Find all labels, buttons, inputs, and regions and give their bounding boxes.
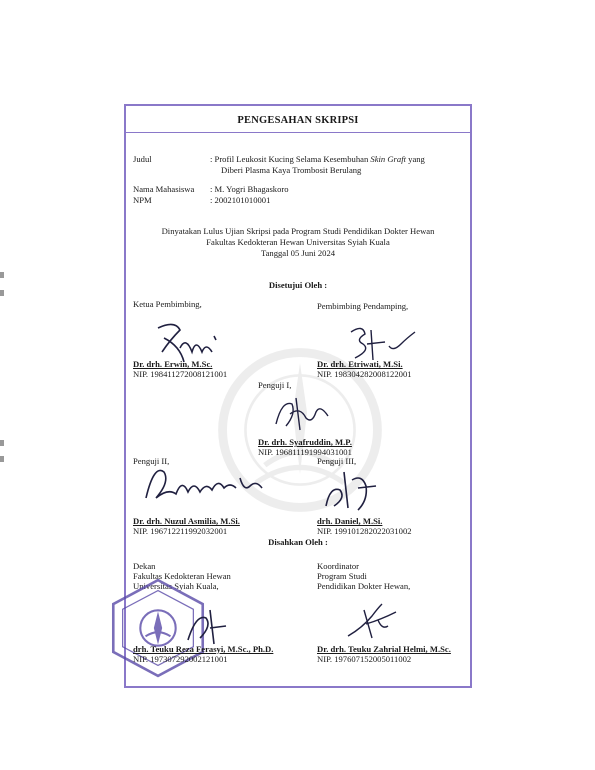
judul-value-line1 — [210, 154, 425, 164]
npm-value: : 2002101010001 — [210, 195, 271, 205]
disahkan-heading: Disahkan Oleh : — [268, 537, 328, 547]
dekan-role-2: Fakultas Kedokteran Hewan — [133, 571, 231, 581]
dekan-role-1: Dekan — [133, 561, 156, 571]
koordinator-role-2: Program Studi — [317, 571, 367, 581]
dekan-role-3: Universitas Syiah Kuala, — [133, 581, 219, 591]
nama-label: Nama Mahasiswa — [133, 184, 195, 194]
koordinator-name: Dr. drh. Teuku Zahrial Helmi, M.Sc. — [317, 644, 451, 654]
koordinator-nip: NIP. 197607152005011002 — [317, 654, 412, 664]
judul-text-b: yang — [408, 154, 425, 164]
pendamping-nip: NIP. 198304282008122001 — [317, 369, 412, 379]
disetujui-heading: Disetujui Oleh : — [268, 280, 328, 290]
ketua-role: Ketua Pembimbing, — [133, 299, 202, 309]
judul-value-line2: Diberi Plasma Kaya Trombosit Berulang — [221, 165, 362, 175]
penguji2-name: Dr. drh. Nuzul Asmilia, M.Si. — [133, 516, 240, 526]
pendamping-role: Pembimbing Pendamping, — [317, 301, 409, 311]
penguji2-nip: NIP. 196712211992032001 — [133, 526, 228, 536]
statement-line-2: Fakultas Kedokteran Hewan Universitas Syiah Kuala — [206, 237, 390, 247]
dekan-signature-icon — [180, 604, 230, 648]
npm-label: NPM — [133, 195, 152, 205]
penguji1-nip: NIP. 196811191994031001 — [258, 447, 352, 457]
penguji3-signature-icon — [318, 466, 382, 514]
penguji1-signature-icon — [266, 394, 336, 434]
scan-mark — [0, 456, 4, 462]
statement-line-1: Dinyatakan Lulus Ujian Skripsi pada Program Studi Pendidikan Dokter Hewan — [161, 226, 435, 236]
penguji3-name: drh. Daniel, M.Si. — [317, 516, 383, 526]
koordinator-role-1: Koordinator — [317, 561, 360, 571]
judul-text-a: : Profil Leukosit Kucing Selama Kesembuhan — [210, 154, 369, 164]
penguji3-nip: NIP. 199101282022031002 — [317, 526, 412, 536]
penguji2-role: Penguji II, — [133, 456, 170, 466]
scan-mark — [0, 440, 4, 446]
pendamping-name: Dr. drh. Etriwati, M.Si. — [317, 359, 403, 369]
statement-line-3: Tanggal 05 Juni 2024 — [260, 248, 336, 258]
nama-value: : M. Yogri Bhagaskoro — [210, 184, 289, 194]
koordinator-role-3: Pendidikan Dokter Hewan, — [317, 581, 411, 591]
judul-label: Judul — [133, 154, 152, 164]
penguji3-role: Penguji III, — [317, 456, 357, 466]
judul-text-italic: Skin Graft — [370, 154, 406, 164]
penguji2-signature-icon — [140, 458, 270, 510]
ketua-nip: NIP. 198411272008121001 — [133, 369, 228, 379]
ketua-name: Dr. drh. Erwin, M.Sc. — [133, 359, 213, 369]
title-divider — [124, 132, 472, 133]
page-title: PENGESAHAN SKRIPSI — [237, 115, 359, 126]
penguji1-role: Penguji I, — [258, 380, 292, 390]
penguji1-name: Dr. drh. Syafruddin, M.P. — [258, 437, 352, 447]
statement-block — [124, 226, 472, 259]
dekan-nip: NIP. 197307292002121001 — [133, 654, 228, 664]
scan-mark — [0, 290, 4, 296]
koordinator-signature-icon — [342, 598, 402, 642]
scan-mark — [0, 272, 4, 278]
dekan-name: drh. Teuku Reza Ferasyi, M.Sc., Ph.D. — [133, 644, 274, 654]
